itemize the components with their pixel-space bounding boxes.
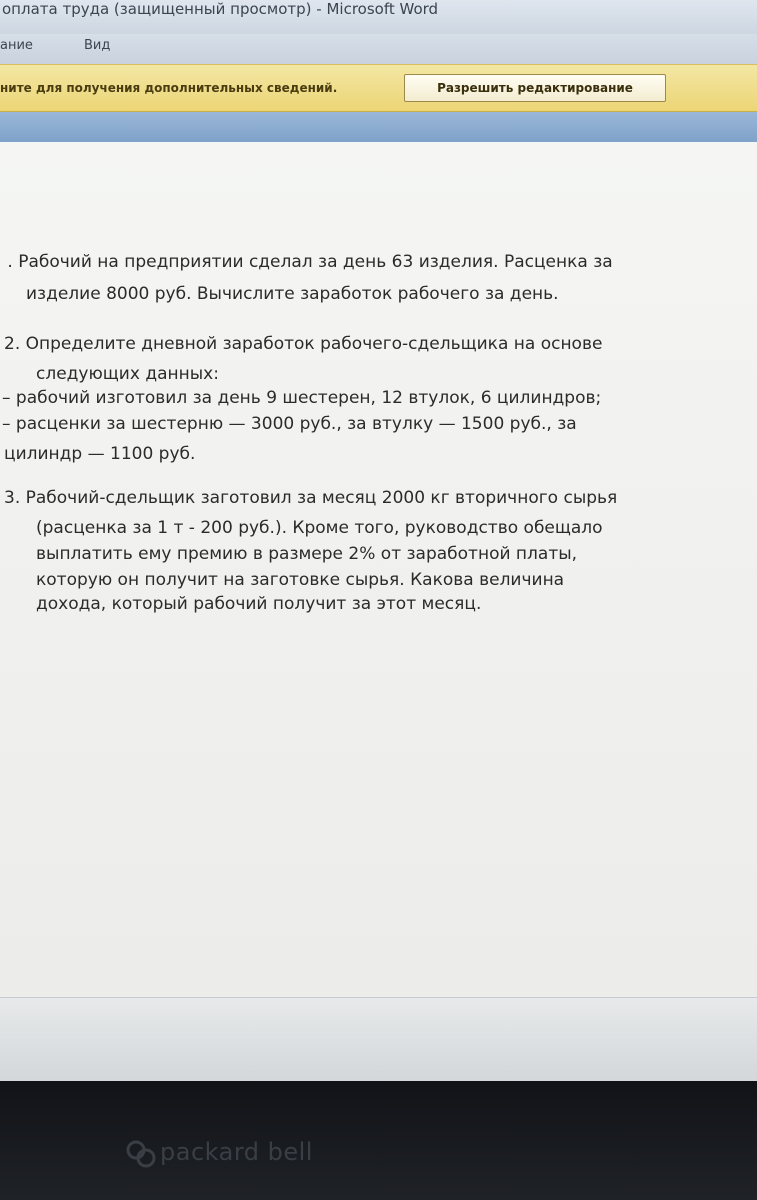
doc-line-1: . Рабочий на предприятии сделал за день 63 изделия. Расценка за bbox=[2, 252, 613, 272]
doc-line-8: 3. Рабочий-сдельщик заготовил за месяц 2000 кг вторичного сырья bbox=[4, 488, 618, 508]
document-page bbox=[0, 142, 757, 997]
window-bottom-area bbox=[0, 997, 757, 1082]
window-title-bar bbox=[0, 0, 757, 34]
doc-line-2: изделие 8000 руб. Вычислите заработок рабочего за день. bbox=[26, 284, 559, 304]
menu-item-view[interactable]: Вид bbox=[84, 38, 111, 53]
doc-line-7: цилиндр — 1100 руб. bbox=[4, 444, 196, 464]
doc-line-10: выплатить ему премию в размере 2% от заработной платы, bbox=[36, 544, 578, 564]
monitor-brand-logo: packard bell bbox=[160, 1138, 313, 1166]
monitor-bezel bbox=[0, 1081, 757, 1200]
ribbon-strip bbox=[0, 112, 757, 142]
doc-line-4: следующих данных: bbox=[36, 364, 219, 384]
doc-line-6: – расценки за шестерню — 3000 руб., за втулку — 1500 руб., за bbox=[2, 414, 577, 434]
enable-editing-button[interactable]: Разрешить редактирование bbox=[404, 74, 666, 102]
doc-line-3: 2. Определите дневной заработок рабочего-сдельщика на основе bbox=[4, 334, 603, 354]
protected-view-bar bbox=[0, 64, 757, 112]
window-title: оплата труда (защищенный просмотр) - Microsoft Word bbox=[2, 0, 439, 18]
menu-item-view-prefix[interactable]: ание bbox=[0, 38, 33, 53]
packard-bell-logo-icon bbox=[126, 1140, 156, 1168]
doc-line-12: дохода, который рабочий получит за этот месяц. bbox=[36, 594, 482, 614]
doc-line-11: которую он получит на заготовке сырья. Какова величина bbox=[36, 570, 565, 590]
doc-line-5: – рабочий изготовил за день 9 шестерен, 12 втулок, 6 цилиндров; bbox=[2, 388, 602, 408]
doc-line-9: (расценка за 1 т - 200 руб.). Кроме того, руководство обещало bbox=[36, 518, 603, 538]
menu-bar bbox=[0, 34, 757, 64]
protected-view-message: ните для получения дополнительных сведений. bbox=[0, 81, 338, 95]
